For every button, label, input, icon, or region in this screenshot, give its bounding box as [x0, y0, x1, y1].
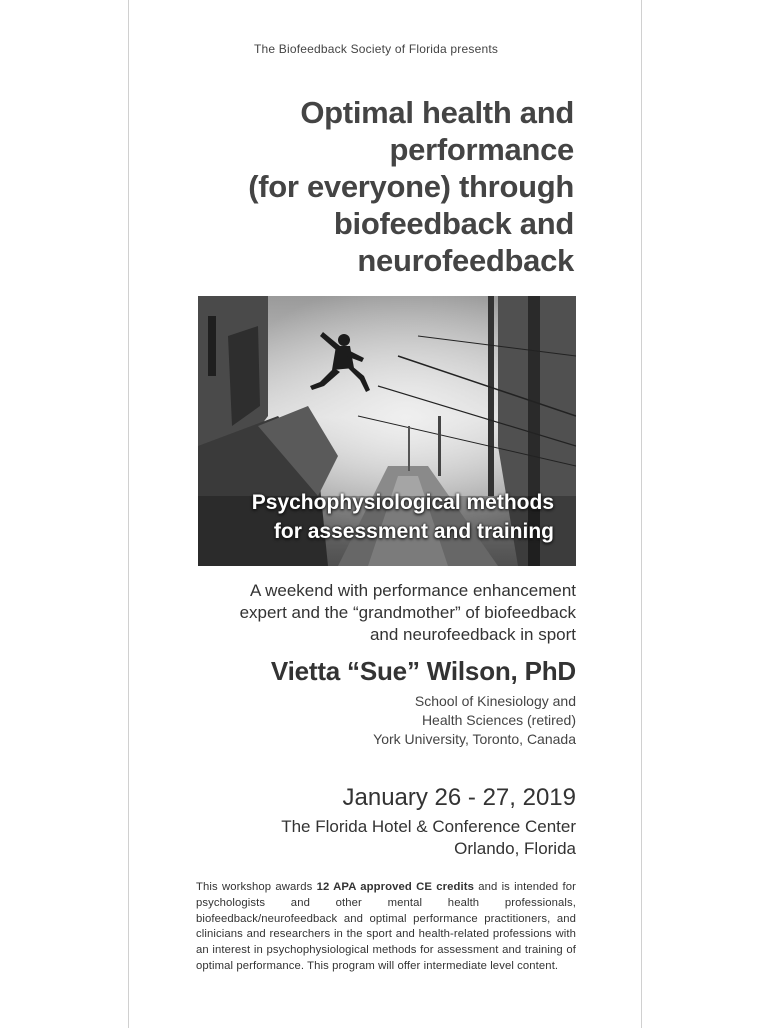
title-line: neurofeedback: [357, 243, 574, 278]
tagline: [156, 580, 576, 646]
affiliation-line: School of Kinesiology and: [414, 693, 576, 709]
tagline-line: expert and the “grandmother” of biofeedback: [239, 603, 576, 622]
speaker-name: Vietta “Sue” Wilson, PhD: [270, 656, 576, 686]
ce-credits: 12 APA approved CE credits: [316, 881, 474, 893]
presenter-line: The Biofeedback Society of Florida presents: [254, 42, 499, 56]
title-line: biofeedback and: [333, 206, 574, 241]
title-line: (for everyone) through: [248, 169, 574, 204]
workshop-description: [196, 880, 576, 975]
speaker-affiliation: [256, 692, 576, 749]
photo-caption: [198, 488, 554, 546]
blurb-intro: This workshop awards: [196, 881, 317, 893]
venue-line: Orlando, Florida: [454, 839, 576, 858]
event-date: January 26 - 27, 2019: [342, 784, 576, 811]
event-venue: [196, 816, 576, 860]
title-line: performance: [389, 132, 574, 167]
title-line: Optimal health and: [300, 95, 574, 130]
blurb-body: and is intended for psychologists and other mental health professionals, biofeedback/neurofeedback and optimal performance practitioners, and clinicians and researchers in the sport and health-related professions with an interest in psychophysiological methods for assessment and training of optimal performance. This program will offer intermediate level content.: [196, 881, 577, 972]
affiliation-line: Health Sciences (retired): [421, 712, 576, 728]
tagline-line: A weekend with performance enhancement: [249, 581, 576, 600]
affiliation-line: York University, Toronto, Canada: [373, 731, 576, 747]
caption-line: for assessment and training: [273, 520, 554, 543]
event-title: [174, 94, 574, 279]
venue-line: The Florida Hotel & Conference Center: [281, 817, 576, 836]
hero-photo: [198, 296, 576, 566]
caption-line: Psychophysiological methods: [251, 491, 554, 514]
tagline-line: and neurofeedback in sport: [369, 625, 576, 644]
